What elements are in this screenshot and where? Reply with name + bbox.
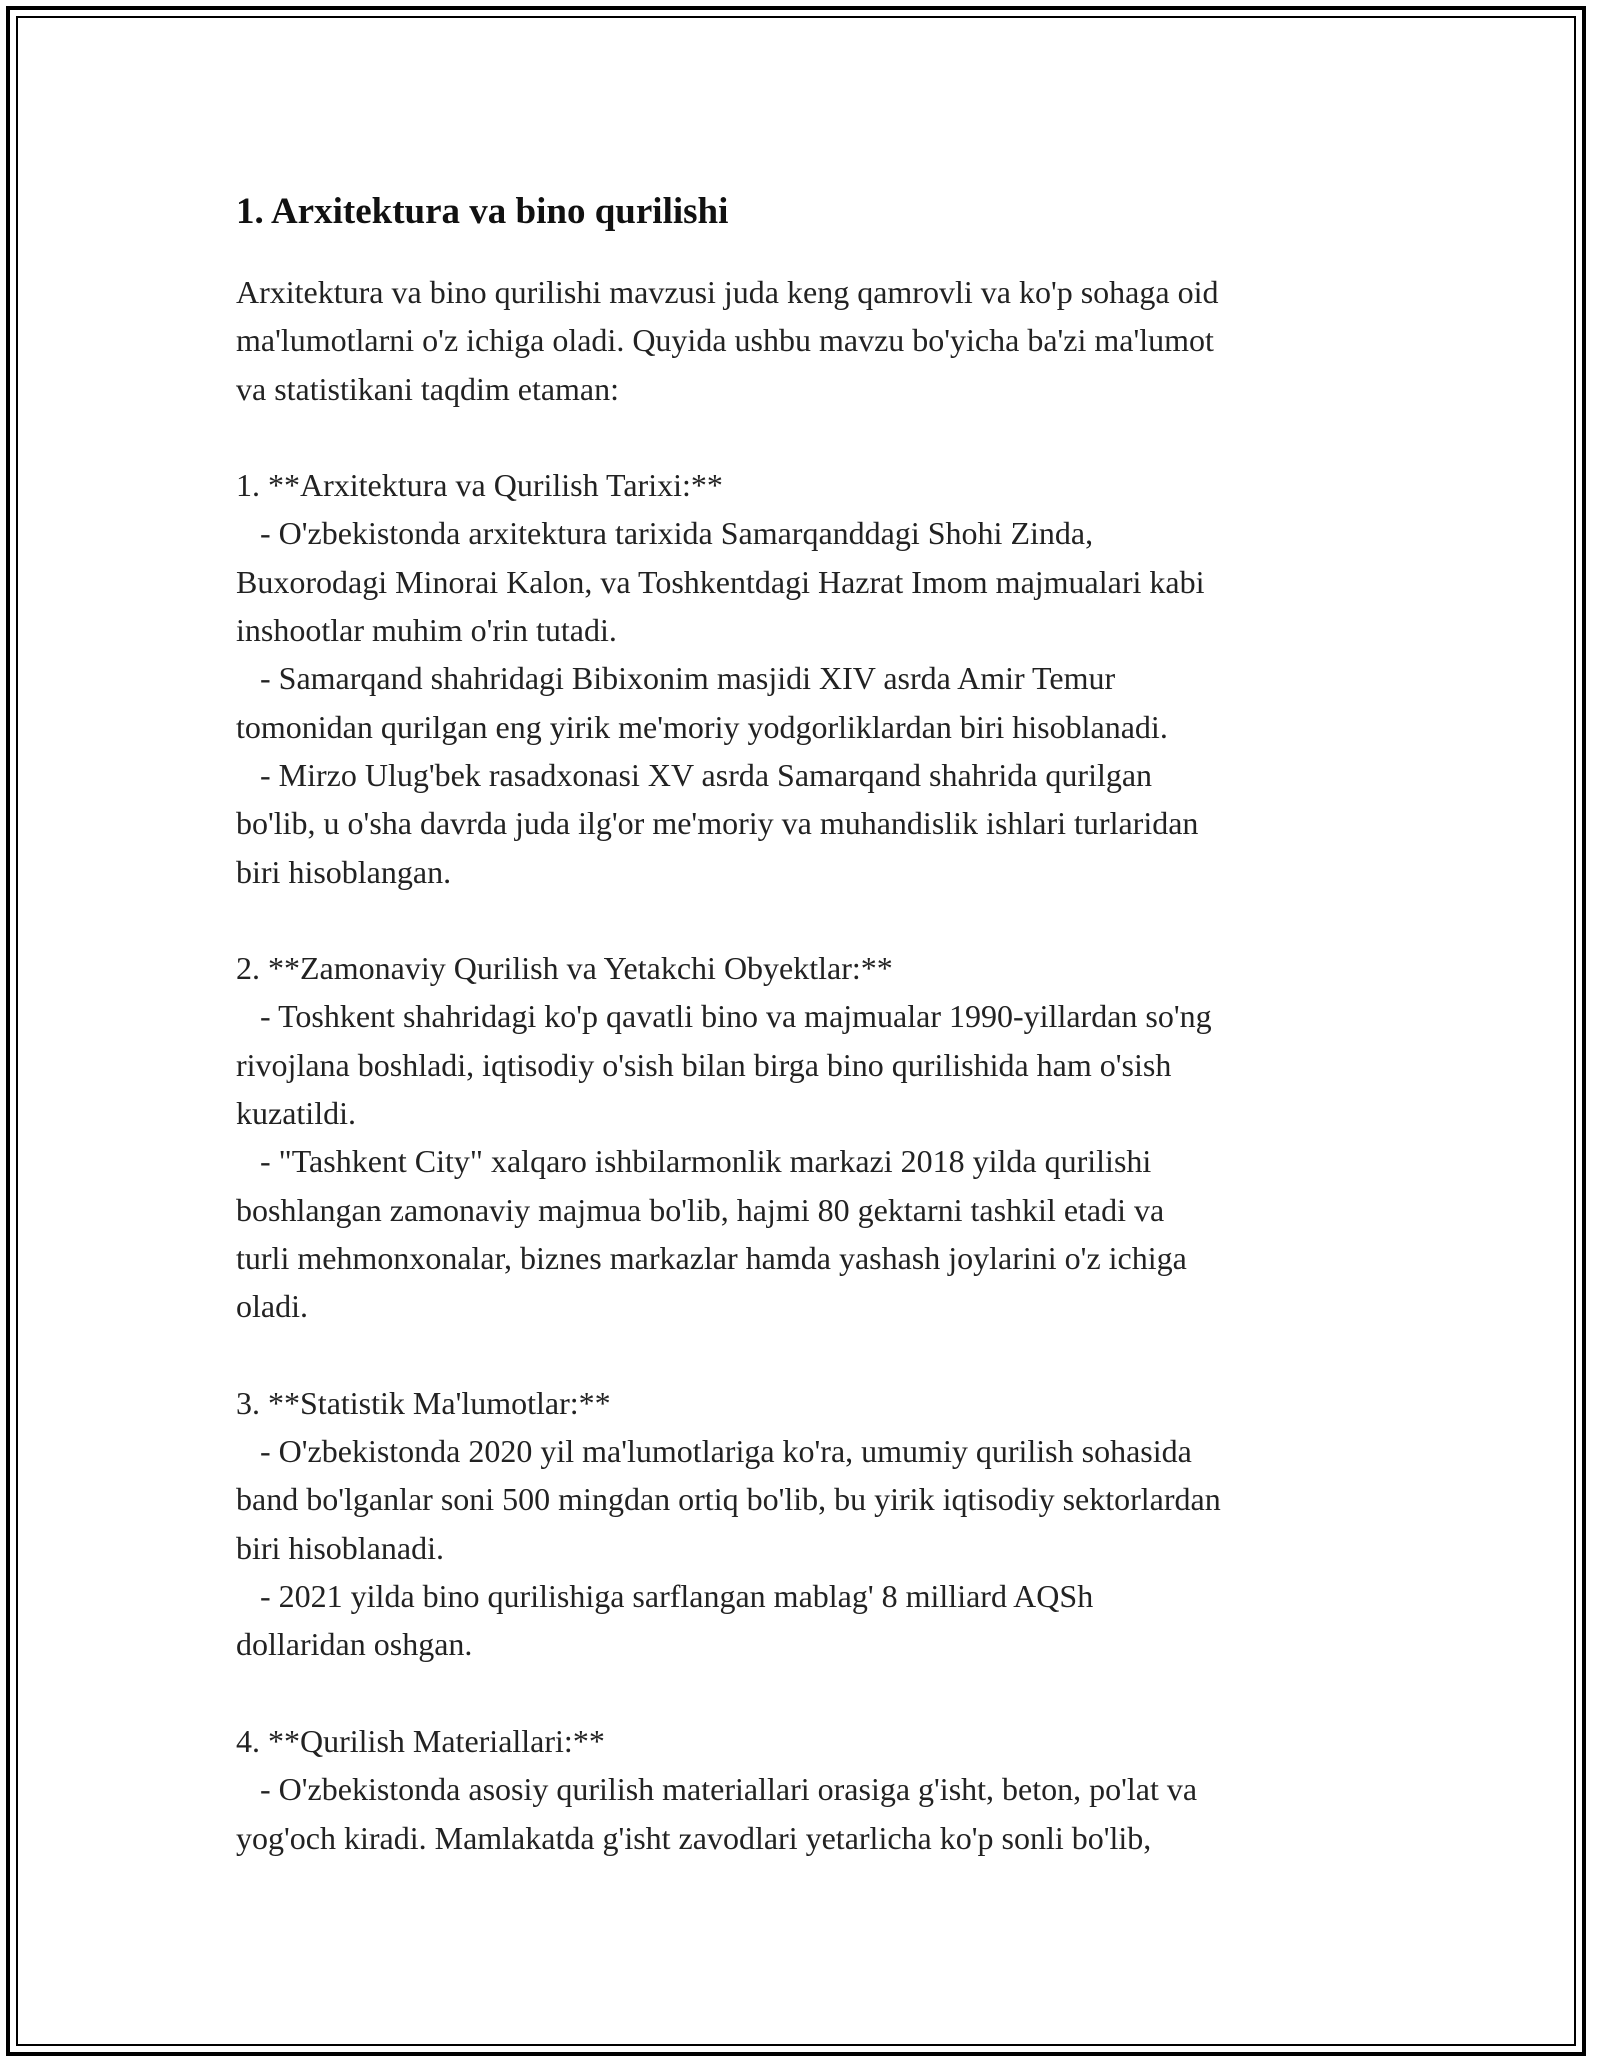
spacer — [236, 1331, 1376, 1379]
intro-paragraph: Arxitektura va bino qurilishi mavzusi juda keng qamrovli va ko'p sohaga oid ma'lumotlarni o'z ichiga oladi. Quyida ushbu mavzu bo'yicha ba'zi ma'lumot va statistikani taqdim etaman: — [236, 274, 1219, 407]
section-heading: 2. **Zamonaviy Qurilish va Yetakchi Obyektlar:** — [236, 950, 893, 987]
list-item: - O'zbekistonda arxitektura tarixida Samarqanddagi Shohi Zinda, Buxorodagi Minorai Kalon, va Toshkentdagi Hazrat Imom majmualari kabi inshootlar muhim o'rin tutadi. — [236, 515, 1205, 649]
section-heading: 3. **Statistik Ma'lumotlar:** — [236, 1384, 611, 1421]
section-statistics — [236, 1379, 1376, 1669]
list-item: - O'zbekistonda 2020 yil ma'lumotlariga ko'ra, umumiy qurilish sohasida band bo'lganlar soni 500 mingdan ortiq bo'lib, bu yirik iqtisodiy sektorlardan biri hisoblanadi. — [236, 1433, 1221, 1566]
spacer — [236, 1669, 1376, 1717]
spacer — [236, 413, 1376, 461]
list-item: - "Tashkent City" xalqaro ishbilarmonlik markazi 2018 yilda qurilishi boshlangan zamonaviy majmua bo'lib, hajmi 80 gektarni tashkil etadi va turli mehmonxonalar, biznes markazlar hamda yashash joylarini o'z ichiga oladi. — [236, 1143, 1187, 1325]
section-materials — [236, 1717, 1376, 1862]
section-heading: 4. **Qurilish Materiallari:** — [236, 1722, 605, 1759]
section-modern — [236, 944, 1376, 1330]
list-item: - 2021 yilda bino qurilishiga sarflangan mablag' 8 milliard AQSh dollaridan oshgan. — [236, 1578, 1094, 1663]
list-item: - Mirzo Ulug'bek rasadxonasi XV asrda Samarqand shahrida qurilgan bo'lib, u o'sha davrda juda ilg'or me'moriy va muhandislik ishlari turlaridan biri hisoblangan. — [236, 756, 1199, 890]
section-heading: 1. **Arxitektura va Qurilish Tarixi:** — [236, 467, 723, 504]
list-item: - O'zbekistonda asosiy qurilish materiallari orasiga g'isht, beton, po'lat va yog'och kiradi. Mamlakatda g'isht zavodlari yetarlicha ko'p sonli bo'lib, — [236, 1771, 1198, 1856]
document-body — [236, 186, 1376, 1862]
list-item: - Samarqand shahridagi Bibixonim masjidi XIV asrda Amir Temur tomonidan qurilgan eng yirik me'moriy yodgorliklardan biri hisoblanadi. — [236, 660, 1168, 745]
section-history — [236, 461, 1376, 896]
spacer — [236, 896, 1376, 944]
list-item: - Toshkent shahridagi ko'p qavatli bino va majmualar 1990-yillardan so'ng rivojlana boshladi, iqtisodiy o'sish bilan birga bino qurilishida ham o'sish kuzatildi. — [236, 998, 1212, 1132]
document-title: 1. Arxitektura va bino qurilishi — [236, 191, 729, 232]
